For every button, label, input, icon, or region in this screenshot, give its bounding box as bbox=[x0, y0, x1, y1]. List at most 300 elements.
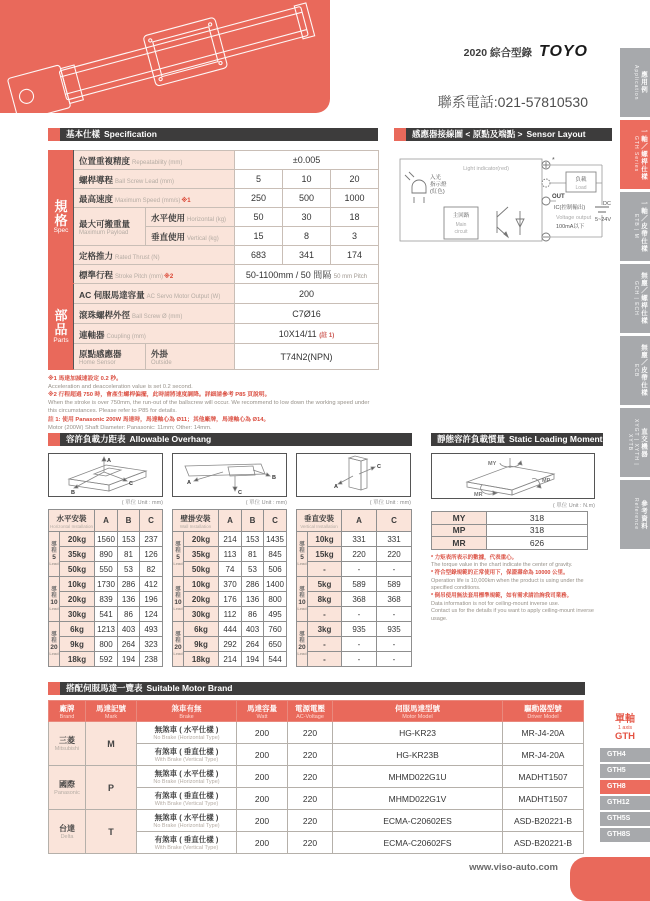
table-row bbox=[49, 766, 584, 788]
brake-label-en: With Brake (Vertical Type) bbox=[154, 845, 219, 851]
svg-text:主回路: 主回路 bbox=[452, 213, 470, 219]
spec-value: 50-1100mm / 50 間隔 50 mm Pitch bbox=[235, 265, 379, 284]
series-tab-gth8[interactable]: GTH8 bbox=[600, 780, 650, 794]
lead-label-zh: 導程 bbox=[299, 541, 305, 554]
specification-section bbox=[48, 128, 378, 432]
svg-text:MY: MY bbox=[488, 461, 497, 467]
cell-volt: 220 bbox=[288, 744, 333, 766]
cell-w: 50kg bbox=[60, 562, 95, 577]
cell-b: 286 bbox=[118, 577, 140, 592]
svg-text:(紅色): (紅色) bbox=[430, 189, 445, 195]
cell-a: 74 bbox=[219, 562, 242, 577]
cell-watt: 200 bbox=[237, 766, 288, 788]
cell-volt: 220 bbox=[288, 722, 333, 744]
lead-group-label bbox=[173, 532, 184, 577]
table-row bbox=[49, 637, 163, 652]
cell-c: 760 bbox=[264, 622, 287, 637]
svg-text:A: A bbox=[187, 480, 191, 486]
cell-w: - bbox=[308, 652, 342, 667]
cell-volt: 220 bbox=[288, 766, 333, 788]
table-row bbox=[49, 577, 163, 592]
cell-driver: ASD-B20221-B bbox=[503, 810, 584, 832]
table-row bbox=[173, 547, 287, 562]
series-tab-gth5s[interactable]: GTH5S bbox=[600, 812, 650, 826]
spec-group-label: 規格 Spec bbox=[49, 151, 74, 284]
cell-w: 10kg bbox=[184, 577, 219, 592]
table-row bbox=[432, 524, 588, 537]
table-row bbox=[297, 607, 412, 622]
cell-b: 153 bbox=[118, 532, 140, 547]
brake-label-en: No Brake (Horizontal Type) bbox=[153, 779, 220, 785]
horizontal-mount-sketch bbox=[49, 454, 162, 496]
cell-b: 81 bbox=[118, 547, 140, 562]
cell-a: 112 bbox=[219, 607, 242, 622]
motor-brand-section bbox=[48, 682, 585, 854]
cell-a: 592 bbox=[95, 652, 118, 667]
cell-c: 368 bbox=[377, 592, 412, 607]
cell-c: - bbox=[377, 562, 412, 577]
column-header: C bbox=[140, 510, 163, 532]
brake-label-en: No Brake (Horizontal Type) bbox=[153, 735, 220, 741]
series-tab-list bbox=[600, 748, 650, 842]
svg-text:OUT: OUT bbox=[552, 194, 565, 200]
cell-a: 1213 bbox=[95, 622, 118, 637]
moment-axis-label: MR bbox=[432, 537, 487, 550]
overhang-diagram-vertical bbox=[296, 453, 411, 506]
spec-value: 15 bbox=[235, 227, 283, 246]
cell-c: 196 bbox=[140, 592, 163, 607]
cell-driver: MADHT1507 bbox=[503, 788, 584, 810]
cell-w: 35kg bbox=[184, 547, 219, 562]
cell-c: 126 bbox=[140, 547, 163, 562]
moment-axis-label: MY bbox=[432, 512, 487, 525]
motor-table bbox=[48, 700, 584, 854]
table-row bbox=[173, 637, 287, 652]
wiring-diagram-svg bbox=[394, 149, 612, 249]
cell-w: - bbox=[308, 607, 342, 622]
svg-text:入光: 入光 bbox=[430, 175, 442, 181]
spec-value: 10X14/11 (註 1) bbox=[235, 324, 379, 344]
footnote-line: The torque value in the chart indicate the center of gravity. bbox=[431, 562, 573, 569]
lead-label-zh: 導程 bbox=[175, 541, 181, 554]
overhang-diagram-horizontal bbox=[48, 453, 163, 506]
column-header: C bbox=[264, 510, 287, 532]
spec-footnotes bbox=[48, 375, 378, 432]
overhang-table-horizontal bbox=[48, 509, 163, 667]
spec-value: 174 bbox=[331, 246, 379, 265]
lead-label-en: Lead bbox=[173, 561, 183, 567]
spec-value: 30 bbox=[283, 208, 331, 227]
cell-a: 292 bbox=[219, 637, 242, 652]
overhang-table-wall bbox=[172, 509, 287, 667]
lead-label-zh: 導程 bbox=[175, 586, 181, 599]
lead-label-en: Lead bbox=[49, 651, 59, 657]
cell-a: 214 bbox=[219, 532, 242, 547]
spec-value: 8 bbox=[283, 227, 331, 246]
sidebar-tab-label-zh: 參考資料 bbox=[640, 499, 647, 530]
series-tab-gth4[interactable]: GTH4 bbox=[600, 748, 650, 762]
table-row bbox=[173, 532, 287, 547]
column-header: 伺服馬達型號 Motor Model bbox=[333, 701, 503, 722]
lead-label-en: Lead bbox=[297, 561, 307, 567]
footnote-line: When the stroke is over 750mm, the run-out of the ballscrew will occur. We recommend to low down the working speed under this circumstances. Please refer to P85 for details. bbox=[48, 400, 370, 415]
brake-cell bbox=[137, 810, 237, 832]
spec-row-label: 定格推力 Rated Thrust (N) bbox=[74, 246, 235, 265]
cell-w: 10kg bbox=[60, 577, 95, 592]
table-row bbox=[297, 652, 412, 667]
vertical-mount-sketch bbox=[297, 454, 410, 496]
cell-w: 20kg bbox=[184, 592, 219, 607]
svg-text:Light indicator(red): Light indicator(red) bbox=[463, 166, 509, 172]
brake-label-en: No Brake (Horizontal Type) bbox=[153, 823, 220, 829]
cell-w: 8kg bbox=[308, 592, 342, 607]
cell-w: 6kg bbox=[60, 622, 95, 637]
cell-a: 839 bbox=[95, 592, 118, 607]
lead-label-zh: 導程 bbox=[175, 631, 181, 644]
spec-group-label: 部品 Parts bbox=[49, 284, 74, 370]
brake-cell bbox=[137, 766, 237, 788]
actuator-line-art bbox=[0, 0, 330, 113]
spec-value: 5 bbox=[235, 170, 283, 189]
cell-c: 220 bbox=[377, 547, 412, 562]
cell-c: 331 bbox=[377, 532, 412, 547]
cell-b: 53 bbox=[118, 562, 140, 577]
spec-value: 341 bbox=[283, 246, 331, 265]
cell-w: 30kg bbox=[60, 607, 95, 622]
lead-label-en: Lead bbox=[297, 606, 307, 612]
cell-b: 136 bbox=[118, 592, 140, 607]
series-tab-gth8s[interactable]: GTH8S bbox=[600, 828, 650, 842]
cell-a: 800 bbox=[95, 637, 118, 652]
moment-value: 318 bbox=[487, 512, 588, 525]
cell-c: - bbox=[377, 607, 412, 622]
table-row bbox=[49, 810, 584, 832]
lead-label-zh: 導程 bbox=[51, 631, 57, 644]
moment-value: 318 bbox=[487, 524, 588, 537]
toyo-logo: TOYO bbox=[538, 43, 588, 60]
column-header: B bbox=[118, 510, 140, 532]
column-header: A bbox=[342, 510, 377, 532]
brand-cell bbox=[49, 722, 86, 766]
brake-label-zh: 無煞車 ( 水平仕樣 ) bbox=[154, 725, 219, 734]
lead-number: 10 bbox=[298, 599, 306, 607]
sidebar-tab[interactable] bbox=[620, 480, 650, 549]
cell-a: 1730 bbox=[95, 577, 118, 592]
spec-row-label: 位置重複精度 Repeatability (mm) bbox=[74, 151, 235, 170]
cell-watt: 200 bbox=[237, 722, 288, 744]
section-title: 搭配伺服馬達一覽表 Suitable Motor Brand bbox=[60, 682, 585, 695]
table-name: 垂直安裝 Vertical Installation bbox=[297, 510, 342, 532]
cell-w: 6kg bbox=[184, 622, 219, 637]
cell-a: 220 bbox=[342, 547, 377, 562]
product-hero bbox=[0, 0, 330, 113]
cell-b: 53 bbox=[242, 562, 264, 577]
spec-value: 1000 bbox=[331, 189, 379, 208]
lead-number: 20 bbox=[298, 644, 306, 652]
lead-group-label bbox=[297, 577, 308, 622]
cell-c: 935 bbox=[377, 622, 412, 637]
spec-value: 683 bbox=[235, 246, 283, 265]
sidebar-tab[interactable] bbox=[620, 120, 650, 189]
sidebar-tab-label-zh: 一軸／螺桿仕樣 bbox=[640, 128, 647, 181]
cell-model: MHMD022G1V bbox=[333, 788, 503, 810]
cell-w: 9kg bbox=[60, 637, 95, 652]
spec-row-label: 最大可搬重量 Maximum Payload bbox=[74, 208, 146, 246]
unit-note: ( 單位 Unit : mm) bbox=[121, 500, 163, 506]
axis-label-en: 1 axis bbox=[617, 725, 633, 731]
cell-model: ECMA-C20602ES bbox=[333, 810, 503, 832]
sidebar-tab[interactable] bbox=[620, 48, 650, 117]
cell-model: HG-KR23 bbox=[333, 722, 503, 744]
svg-text:C: C bbox=[129, 481, 133, 487]
unit-note: ( 單位 Unit : mm) bbox=[245, 500, 287, 506]
table-row bbox=[49, 607, 163, 622]
cell-a: - bbox=[342, 607, 377, 622]
overhang-diagram-wall bbox=[172, 453, 287, 506]
cell-driver: MR-J4-20A bbox=[503, 722, 584, 744]
column-header: 電源電壓 AC-Voltage bbox=[288, 701, 333, 722]
moment-sketch bbox=[432, 454, 594, 498]
cell-a: - bbox=[342, 562, 377, 577]
spec-value: 50 bbox=[235, 208, 283, 227]
title-accent-square bbox=[48, 433, 60, 446]
side-tab-nav bbox=[620, 48, 650, 552]
brake-label-zh: 無煞車 ( 水平仕樣 ) bbox=[154, 769, 219, 778]
table-row bbox=[297, 577, 412, 592]
footnote-line: Operation life is 10,000km when the product is using under the specified conditions. bbox=[431, 577, 584, 592]
cell-a: 370 bbox=[219, 577, 242, 592]
cell-a: 550 bbox=[95, 562, 118, 577]
cell-b: 86 bbox=[242, 607, 264, 622]
brake-cell bbox=[137, 788, 237, 810]
spec-value: 250 bbox=[235, 189, 283, 208]
cell-driver: ASD-B20221-B bbox=[503, 832, 584, 854]
cell-b: 194 bbox=[118, 652, 140, 667]
lead-number: 5 bbox=[176, 554, 180, 562]
svg-text:C: C bbox=[238, 490, 242, 496]
footnote-line: * 符合型錄規範的正常使用下，保證壽命為 10000 公里。 bbox=[431, 569, 569, 576]
table-row bbox=[49, 722, 584, 744]
contact-phone: 聯系電話:021-57810530 bbox=[437, 94, 588, 110]
terminal-icons bbox=[542, 161, 550, 241]
lead-group-label bbox=[49, 577, 60, 622]
spec-row-label: 原點感應器 Home Sensor bbox=[74, 344, 146, 370]
footnote-line: Data information is not for ceiling-mount inverse use. bbox=[431, 600, 560, 607]
svg-text:MP: MP bbox=[542, 478, 551, 484]
sensor-title-bar bbox=[394, 128, 612, 141]
cell-a: 176 bbox=[219, 592, 242, 607]
svg-text:負載: 負載 bbox=[575, 177, 587, 183]
cell-c: - bbox=[377, 652, 412, 667]
sidebar-tab-label-zh: 直交機器 bbox=[640, 427, 647, 458]
cell-model: MHMD022G1U bbox=[333, 766, 503, 788]
spec-row-label: 滾珠螺桿外徑 Ball Screw Ø (mm) bbox=[74, 304, 235, 324]
cell-w: 3kg bbox=[308, 622, 342, 637]
website-url: www.viso-auto.com bbox=[469, 862, 558, 873]
cell-c: 845 bbox=[264, 547, 287, 562]
series-mini-nav bbox=[600, 710, 650, 844]
spec-row-label: 連軸器 Coupling (mm) bbox=[74, 324, 235, 344]
cell-c: 589 bbox=[377, 577, 412, 592]
spec-sub-label: 外掛 Outside bbox=[146, 344, 235, 370]
cell-c: 412 bbox=[140, 577, 163, 592]
lead-number: 20 bbox=[50, 644, 58, 652]
column-header: 馬達記號 Mark bbox=[86, 701, 137, 722]
static-moment-section bbox=[431, 433, 603, 624]
sidebar-tab[interactable] bbox=[620, 408, 650, 477]
cell-w: 15kg bbox=[308, 547, 342, 562]
spec-value: T74N2(NPN) bbox=[235, 344, 379, 370]
allowable-overhang-section bbox=[48, 433, 412, 667]
sidebar-tab-label-en: Application bbox=[633, 64, 639, 101]
spec-value: 200 bbox=[235, 284, 379, 304]
table-row bbox=[173, 652, 287, 667]
series-tab-gth12[interactable]: GTH12 bbox=[600, 796, 650, 810]
svg-text:Main: Main bbox=[455, 222, 467, 228]
cell-watt: 200 bbox=[237, 744, 288, 766]
svg-text:C: C bbox=[377, 464, 381, 470]
cell-a: 935 bbox=[342, 622, 377, 637]
spec-sub-label: 垂直使用 Vertical (kg) bbox=[146, 227, 235, 246]
spec-sub-label: 水平使用 Horizontal (kg) bbox=[146, 208, 235, 227]
cell-w: 5kg bbox=[308, 577, 342, 592]
table-row bbox=[173, 592, 287, 607]
brand-name-zh: 台達 bbox=[59, 824, 75, 833]
svg-text:B: B bbox=[272, 475, 276, 481]
cell-watt: 200 bbox=[237, 810, 288, 832]
table-row bbox=[297, 637, 412, 652]
lead-number: 5 bbox=[52, 554, 56, 562]
cell-w: 50kg bbox=[184, 562, 219, 577]
svg-text:*: * bbox=[552, 157, 555, 164]
overhang-tables bbox=[48, 509, 412, 667]
cell-b: 153 bbox=[242, 532, 264, 547]
cell-model: ECMA-C20602FS bbox=[333, 832, 503, 854]
spec-row-label: AC 伺服馬達容量 AC Servo Motor Output (W) bbox=[74, 284, 235, 304]
sidebar-tab-label-en: Reference bbox=[633, 498, 639, 531]
cell-w: - bbox=[308, 562, 342, 577]
cell-c: 544 bbox=[264, 652, 287, 667]
cell-w: 30kg bbox=[184, 607, 219, 622]
sidebar-tab-label-zh: 一軸／皮帶仕樣 bbox=[640, 200, 647, 253]
moment-diagram bbox=[431, 453, 595, 499]
cell-c: 82 bbox=[140, 562, 163, 577]
footnote-line: ※2 行程超過 750 時，會產生螺桿偏擺，此時請將速度調降。詳細請參考 P85 頁說明。 bbox=[48, 392, 271, 399]
svg-text:Load: Load bbox=[575, 185, 587, 191]
spec-value: 18 bbox=[331, 208, 379, 227]
title-accent-square bbox=[394, 128, 406, 141]
cell-c: 124 bbox=[140, 607, 163, 622]
cell-watt: 200 bbox=[237, 832, 288, 854]
cell-c: - bbox=[377, 637, 412, 652]
brake-label-zh: 有煞車 ( 垂直仕樣 ) bbox=[154, 835, 219, 844]
sensor-layout-section bbox=[394, 128, 612, 254]
svg-text:指示燈: 指示燈 bbox=[430, 182, 447, 188]
cell-a: 113 bbox=[219, 547, 242, 562]
svg-text:DC: DC bbox=[603, 201, 611, 207]
section-title: 基本仕樣 Specification bbox=[60, 128, 378, 141]
overhang-diagrams bbox=[48, 453, 412, 506]
title-accent-square bbox=[48, 682, 60, 695]
brake-label-zh: 有煞車 ( 垂直仕樣 ) bbox=[154, 791, 219, 800]
svg-text:A: A bbox=[334, 484, 338, 490]
table-row bbox=[49, 547, 163, 562]
cell-b: 81 bbox=[242, 547, 264, 562]
table-row bbox=[49, 592, 163, 607]
cell-w: 9kg bbox=[184, 637, 219, 652]
catalog-year-title: 2020 綜合型錄 bbox=[463, 47, 532, 59]
cell-w: 18kg bbox=[184, 652, 219, 667]
brand-name-zh: 三菱 bbox=[59, 736, 75, 745]
sidebar-tab-label-zh: 應用例 bbox=[640, 71, 647, 94]
cell-a: 444 bbox=[219, 622, 242, 637]
cell-c: 800 bbox=[264, 592, 287, 607]
mark-cell: T bbox=[86, 810, 137, 854]
footnote-line: Contact us for the details if you want to apply ceiling-mount inverse usage. bbox=[431, 608, 594, 622]
table-row bbox=[49, 562, 163, 577]
svg-text:Voltage output: Voltage output bbox=[556, 215, 592, 221]
cell-c: 237 bbox=[140, 532, 163, 547]
cell-c: 650 bbox=[264, 637, 287, 652]
lead-label-en: Lead bbox=[49, 561, 59, 567]
series-tab-gth5[interactable]: GTH5 bbox=[600, 764, 650, 778]
lead-number: 20 bbox=[174, 644, 182, 652]
table-row bbox=[173, 607, 287, 622]
table-row bbox=[297, 622, 412, 637]
lead-label-en: Lead bbox=[173, 606, 183, 612]
cell-b: 403 bbox=[118, 622, 140, 637]
lead-label-en: Lead bbox=[173, 651, 183, 657]
lead-number: 10 bbox=[50, 599, 58, 607]
static-moment-title-bar bbox=[431, 433, 603, 446]
spec-value: 500 bbox=[283, 189, 331, 208]
cell-volt: 220 bbox=[288, 788, 333, 810]
cell-w: 35kg bbox=[60, 547, 95, 562]
brake-cell bbox=[137, 722, 237, 744]
cell-driver: MR-J4-20A bbox=[503, 744, 584, 766]
cell-w: 10kg bbox=[308, 532, 342, 547]
column-header: A bbox=[95, 510, 118, 532]
sidebar-tab-label-zh: 無塵／螺桿仕樣 bbox=[640, 272, 647, 325]
spec-row-label: 標準行程 Stroke Pitch (mm)※2 bbox=[74, 265, 235, 284]
sidebar-tab-label-en: GTH Series bbox=[633, 136, 639, 173]
lead-group-label bbox=[297, 532, 308, 577]
lead-group-label bbox=[297, 622, 308, 667]
sidebar-tab[interactable] bbox=[620, 336, 650, 405]
sidebar-tab[interactable] bbox=[620, 192, 650, 261]
table-row bbox=[297, 532, 412, 547]
sidebar-tab-label-en: GCH | ECH bbox=[633, 281, 639, 316]
cell-a: 1560 bbox=[95, 532, 118, 547]
table-name: 水平安裝 Horizontal Installation bbox=[49, 510, 95, 532]
cell-model: HG-KR23B bbox=[333, 744, 503, 766]
brand-cell bbox=[49, 766, 86, 810]
table-row bbox=[173, 622, 287, 637]
catalog-edition bbox=[464, 43, 588, 61]
column-header: A bbox=[219, 510, 242, 532]
brake-label-en: With Brake (Vertical Type) bbox=[154, 801, 219, 807]
moment-value: 626 bbox=[487, 537, 588, 550]
svg-text:MR: MR bbox=[474, 492, 483, 498]
static-moment-footnotes bbox=[431, 555, 595, 624]
sidebar-tab-label-en: ECB bbox=[633, 363, 639, 378]
axis-series-label bbox=[600, 710, 650, 742]
svg-text:5~24V: 5~24V bbox=[594, 217, 611, 223]
cell-a: 214 bbox=[219, 652, 242, 667]
sidebar-tab[interactable] bbox=[620, 264, 650, 333]
table-row bbox=[49, 532, 163, 547]
footnote-line: Motor (200W) Shaft Diameter: Panasonic: 11mm; Other: 14mm. bbox=[48, 424, 212, 431]
